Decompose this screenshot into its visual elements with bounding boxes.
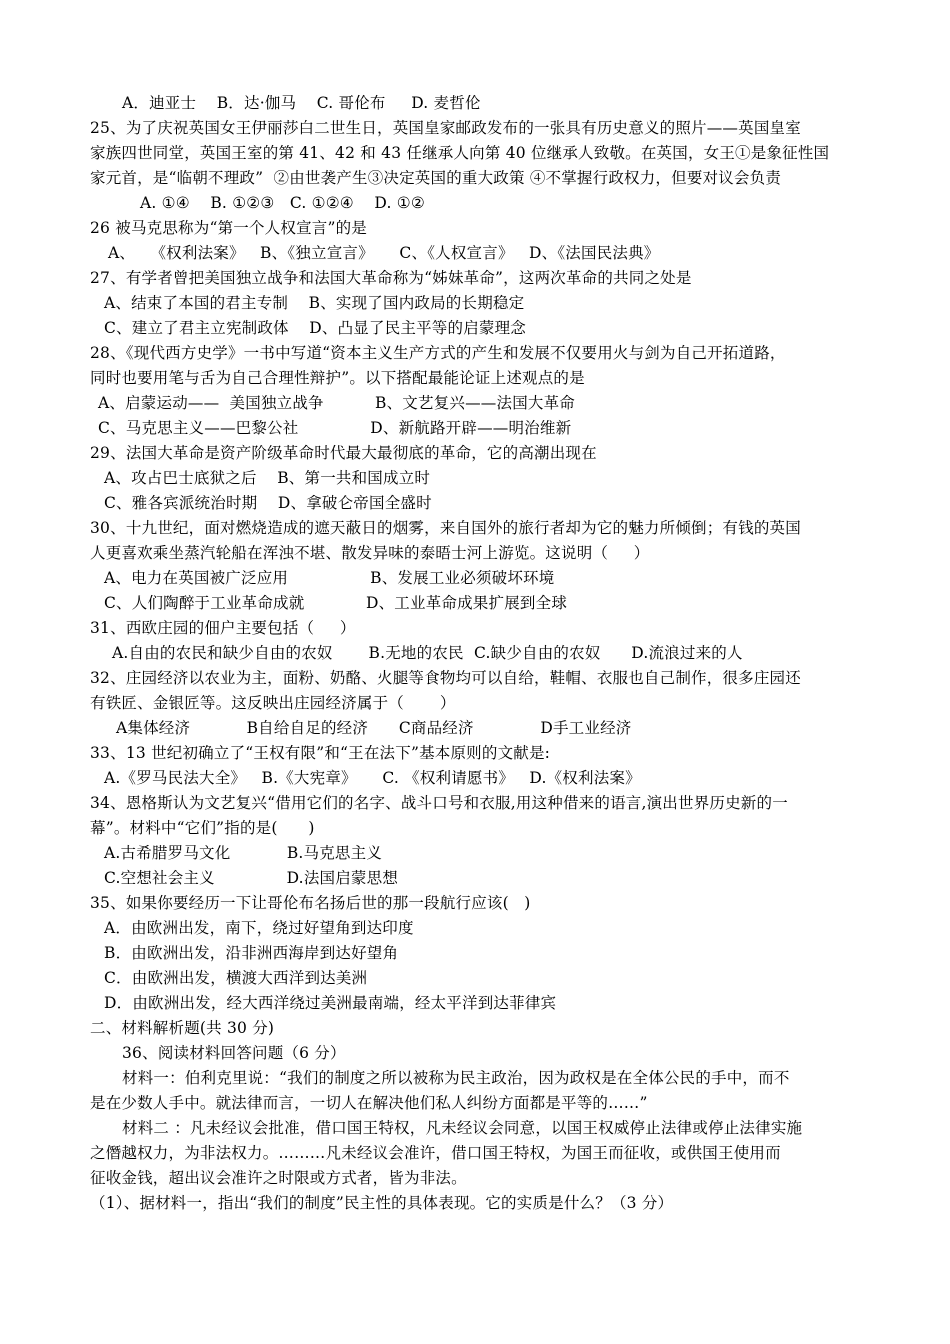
q34-stem-line-1: 34、恩格斯认为文艺复兴“借用它们的名字、战斗口号和衣服,用这种借来的语言,演出世界历史新的一 <box>90 794 788 812</box>
q36-sub-question-1: （1）、据材料一，指出“我们的制度”民主性的具体表现。它的实质是什么？（3 分） <box>90 1194 674 1212</box>
q35-stem: 35、如果你要经历一下让哥伦布名扬后世的那一段航行应该( ) <box>90 894 531 912</box>
q28-stem-line-1: 28、《现代西方史学》一书中写道“资本主义生产方式的产生和发展不仅要用火与剑为自己开拓道路， <box>90 344 786 362</box>
q29-options-ab: A、攻占巴士底狱之后 B、第一共和国成立时 <box>104 469 431 487</box>
q26-options: A、 《权利法案》 B、《独立宣言》 C、《人权宣言》 D、《法国民法典》 <box>108 244 660 262</box>
q30-stem-line-2: 人更喜欢乘坐蒸汽轮船在浑浊不堪、散发异味的泰晤士河上游览。这说明（ ） <box>90 544 650 562</box>
material-2-line-2: 之僭越权力，为非法权力。………凡未经议会准许，借口国王特权，为国王而征收，或供国王使用而 <box>90 1144 781 1162</box>
q35-option-c: C．由欧洲出发，横渡大西洋到达美洲 <box>104 969 368 987</box>
q28-options-ab: A、启蒙运动—— 美国独立战争 B、文艺复兴——法国大革命 <box>98 394 576 412</box>
q25-options: A. ①④ B. ①②③ C. ①②④ D. ①② <box>140 194 425 212</box>
q32-stem-line-2: 有铁匠、金银匠等。这反映出庄园经济属于（ ） <box>90 694 456 712</box>
material-2-line-1: 材料二 ：凡未经议会批准，借口国王特权，凡未经议会同意，以国王权威停止法律或停止法律实施 <box>122 1119 803 1137</box>
q27-stem: 27、有学者曾把美国独立战争和法国大革命称为“姊妹革命”，这两次革命的共同之处是 <box>90 269 692 287</box>
q26-stem: 26 被马克思称为“第一个人权宣言”的是 <box>90 219 367 237</box>
q32-stem-line-1: 32、庄园经济以农业为主，面粉、奶酪、火腿等食物均可以自给，鞋帽、衣服也自己制作，很多庄园还 <box>90 669 801 687</box>
q25-stem-line-2: 家族四世同堂，英国王室的第 41、42 和 43 任继承人向第 40 位继承人致敬。在英国，女王①是象征性国 <box>90 144 830 162</box>
q25-stem-line-1: 25、为了庆祝英国女王伊丽莎白二世生日，英国皇家邮政发布的一张具有历史意义的照片——英国皇室 <box>90 119 801 137</box>
q27-options-cd: C、建立了君主立宪制政体 D、凸显了民主平等的启蒙理念 <box>104 319 526 337</box>
q24-options: A．迪亚士 B．达·伽马 C. 哥伦布 D. 麦哲伦 <box>122 94 481 112</box>
q25-stem-line-3: 家元首，是“临朝不理政” ②由世袭产生③决定英国的重大政策 ④不掌握行政权力，但要对议会负责 <box>90 169 782 187</box>
q33-options: A.《罗马民法大全》 B.《大宪章》 C. 《权利请愿书》 D.《权利法案》 <box>104 769 641 787</box>
q34-options-ab: A.古希腊罗马文化 B.马克思主义 <box>104 844 383 862</box>
q27-options-ab: A、结束了本国的君主专制 B、实现了国内政局的长期稳定 <box>104 294 525 312</box>
q28-options-cd: C、马克思主义——巴黎公社 D、新航路开辟——明治维新 <box>98 419 572 437</box>
section-heading: 二、材料解析题(共 30 分) <box>90 1019 275 1037</box>
material-2-line-3: 征收金钱，超出议会准许之时限或方式者，皆为非法。 <box>90 1169 467 1187</box>
q30-options-cd: C、人们陶醉于工业革命成就 D、工业革命成果扩展到全球 <box>104 594 568 612</box>
q31-options: A.自由的农民和缺少自由的农奴 B.无地的农民 C.缺少自由的农奴 D.流浪过来的人 <box>112 644 743 662</box>
q34-stem-line-2: 幕”。材料中“它们”指的是( ) <box>90 819 315 837</box>
q29-options-cd: C、雅各宾派统治时期 D、拿破仑帝国全盛时 <box>104 494 432 512</box>
q35-option-d: D．由欧洲出发，经大西洋绕过美洲最南端，经太平洋到达菲律宾 <box>104 994 557 1012</box>
material-1-line-1: 材料一：伯利克里说：“我们的制度之所以被称为民主政治，因为政权是在全体公民的手中，而不 <box>122 1069 790 1087</box>
q31-stem: 31、西欧庄园的佃户主要包括（ ） <box>90 619 356 637</box>
q32-options: A集体经济 B自给自足的经济 C商品经济 D手工业经济 <box>116 719 632 737</box>
q34-options-cd: C.空想社会主义 D.法国启蒙思想 <box>104 869 399 887</box>
q35-option-a: A．由欧洲出发，南下，绕过好望角到达印度 <box>104 919 414 937</box>
q35-option-b: B．由欧洲出发，沿非洲西海岸到达好望角 <box>104 944 399 962</box>
q36-stem: 36、阅读材料回答问题（6 分） <box>122 1044 346 1062</box>
q29-stem: 29、法国大革命是资产阶级革命时代最大最彻底的革命，它的高潮出现在 <box>90 444 597 462</box>
material-1-line-2: 是在少数人手中。就法律而言，一切人在解决他们私人纠纷方面都是平等的……” <box>90 1094 648 1112</box>
q28-stem-line-2: 同时也要用笔与舌为自己合理性辩护”。以下搭配最能论证上述观点的是 <box>90 369 585 387</box>
q30-stem-line-1: 30、十九世纪，面对燃烧造成的遮天蔽日的烟雾，来自国外的旅行者却为它的魅力所倾倒；有钱的英国 <box>90 519 801 537</box>
q30-options-ab: A、电力在英国被广泛应用 B、发展工业必须破坏环境 <box>104 569 555 587</box>
q33-stem: 33、13 世纪初确立了“王权有限”和“王在法下”基本原则的文献是: <box>90 744 551 762</box>
